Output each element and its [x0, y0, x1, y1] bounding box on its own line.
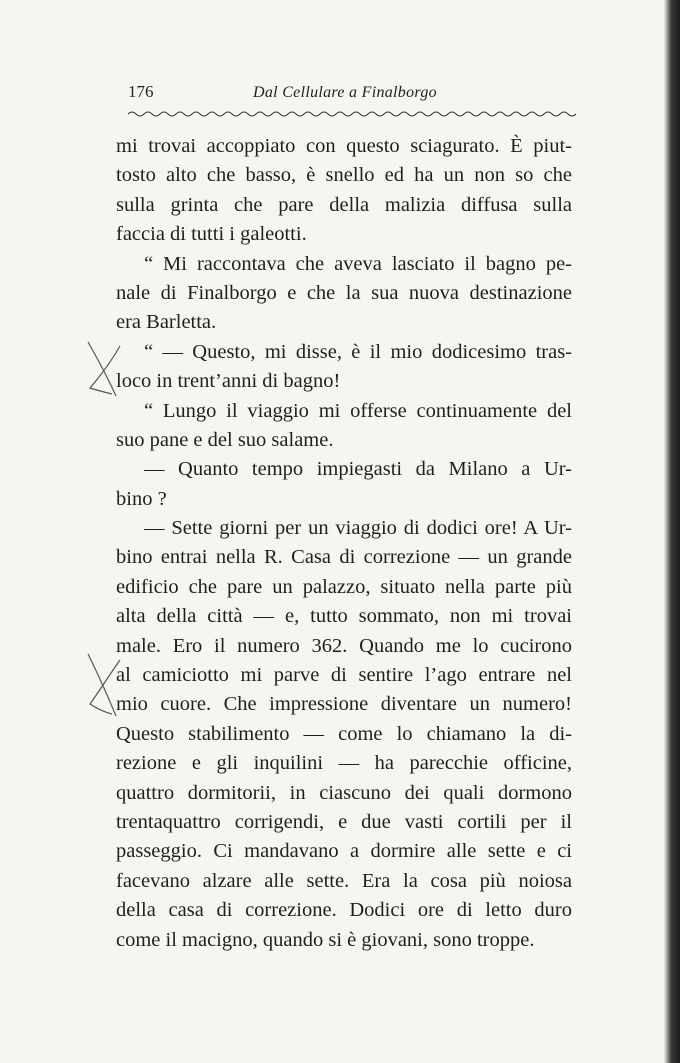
text-line: nale di Finalborgo e che la sua nuova destinazione	[116, 281, 572, 304]
text-line: — Sette giorni per un viaggio di dodici ore! A Ur-	[144, 517, 572, 540]
page-number: 176	[128, 82, 154, 101]
text-line: era Barletta.	[116, 311, 217, 334]
text-line: trentaquattro corrigendi, e due vasti cortili per il	[116, 810, 572, 833]
text-line: Questo stabilimento — come lo chiamano la di-	[116, 722, 572, 745]
text-line: “ Lungo il viaggio mi offerse continuamente del	[144, 399, 572, 422]
text-line: mi trovai accoppiato con questo sciagurato. È piut-	[116, 135, 572, 157]
text-line: come il macigno, quando si è giovani, sono troppe.	[116, 928, 535, 951]
text-line: tosto alto che basso, è snello ed ha un non so che	[116, 164, 572, 187]
text-line: della casa di correzione. Dodici ore di letto duro	[116, 899, 572, 922]
book-spine-shadow	[664, 0, 680, 1063]
page-header	[128, 82, 588, 106]
text-line: mio cuore. Che impressione diventare un numero!	[116, 693, 572, 716]
pencil-x-mark-icon	[82, 338, 126, 400]
text-line: — Quanto tempo impiegasti da Milano a Ur-	[144, 458, 572, 481]
text-line: quattro dormitorii, in ciascuno dei quali dormono	[116, 781, 572, 804]
body-text	[116, 132, 572, 955]
running-title: Dal Cellulare a Finalborgo	[253, 84, 437, 101]
text-line: sulla grinta che pare della malizia diffusa sulla	[116, 193, 572, 216]
text-line: faccia di tutti i galeotti.	[116, 223, 307, 246]
text-line: loco in trent’anni di bagno!	[116, 370, 341, 393]
pencil-x-mark-icon	[80, 650, 124, 720]
text-line: al camiciotto mi parve di sentire l’ago entrare nel	[116, 664, 572, 687]
text-line: bino ?	[116, 487, 167, 510]
text-line: alta della città — e, tutto sommato, non mi trovai	[116, 605, 572, 628]
text-line: edificio che pare un palazzo, situato nella parte più	[116, 575, 572, 598]
text-line: passeggio. Ci mandavano a dormire alle sette e ci	[116, 840, 572, 863]
text-line: rezione e gli inquilini — ha parecchie officine,	[116, 752, 572, 775]
text-line: facevano alzare alle sette. Era la cosa più noiosa	[116, 869, 572, 892]
text-line: male. Ero il numero 362. Quando me lo cucirono	[116, 634, 572, 657]
text-line: suo pane e del suo salame.	[116, 428, 334, 451]
header-rule	[128, 108, 584, 120]
text-line: “ — Questo, mi disse, è il mio dodicesimo tras-	[144, 340, 572, 363]
text-line: “ Mi raccontava che aveva lasciato il bagno pe-	[144, 252, 572, 275]
text-line: bino entrai nella R. Casa di correzione — un grande	[116, 546, 572, 569]
